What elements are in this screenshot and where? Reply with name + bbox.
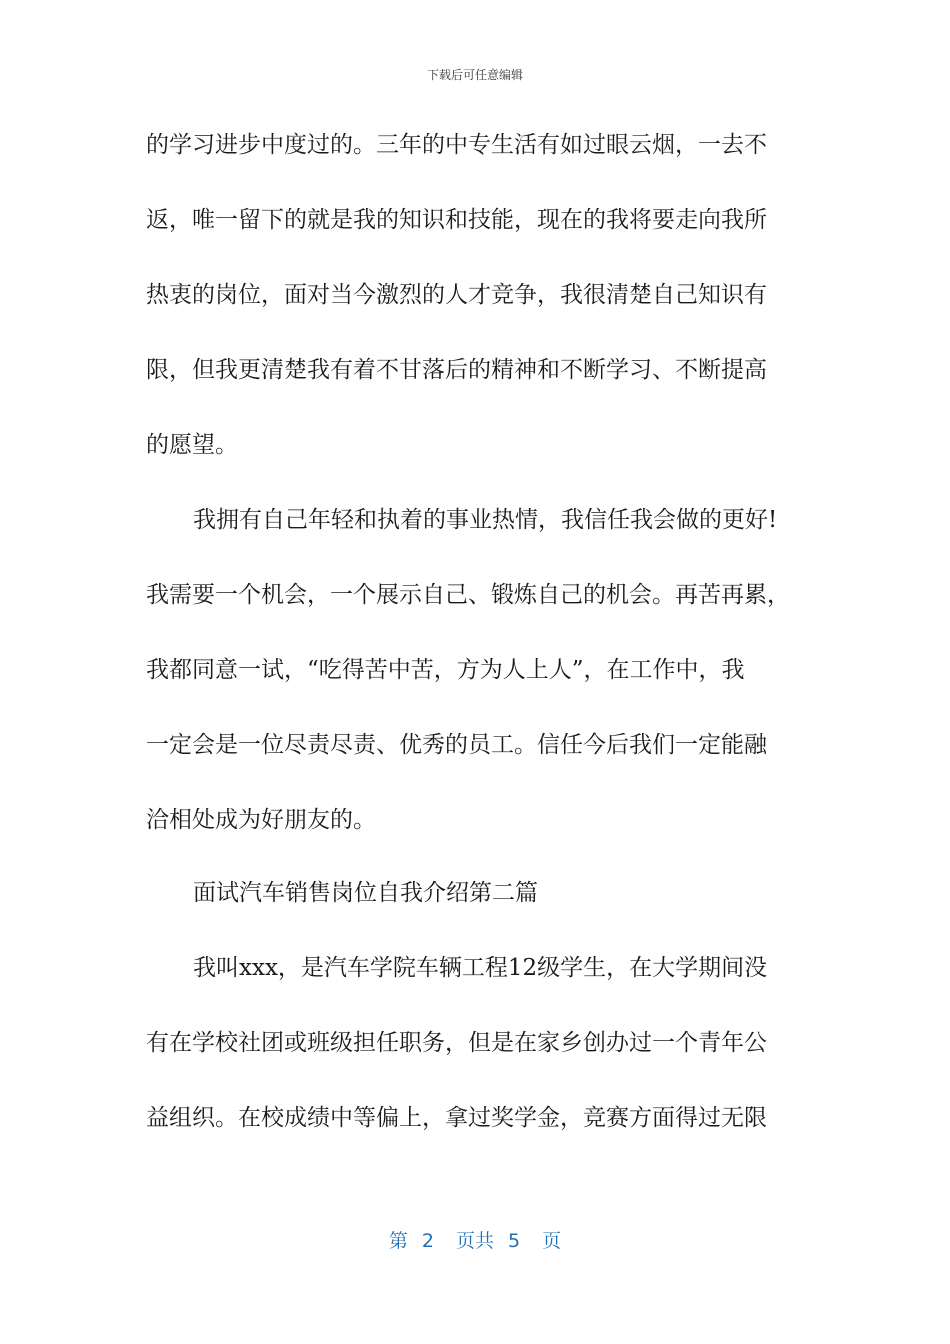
page-footer — [0, 1226, 950, 1253]
text-line: 我叫xxx，是汽车学院车辆工程12级学生，在大学期间没 — [193, 955, 768, 981]
current-page-number: 2 — [421, 1230, 434, 1252]
section-heading: 面试汽车销售岗位自我介绍第二篇 — [193, 880, 538, 906]
text-line: 有在学校社团或班级担任职务，但是在家乡创办过一个青年公 — [146, 1030, 767, 1056]
text-line: 洽相处成为好朋友的。 — [146, 807, 376, 833]
total-pages-number: 5 — [508, 1230, 521, 1252]
text-line: 我需要一个机会，一个展示自己、锻炼自己的机会。再苦再累， — [146, 582, 790, 608]
text-line: 的愿望。 — [146, 432, 238, 458]
footer-prefix: 第 — [388, 1230, 408, 1252]
text-line: 我拥有自己年轻和执着的事业热情，我信任我会做的更好! — [193, 507, 778, 533]
text-line: 益组织。在校成绩中等偏上，拿过奖学金，竞赛方面得过无限 — [146, 1105, 767, 1131]
text-line: 返，唯一留下的就是我的知识和技能，现在的我将要走向我所 — [146, 207, 767, 233]
text-line: 一定会是一位尽责尽责、优秀的员工。信任今后我们一定能融 — [146, 732, 767, 758]
footer-middle: 页共 — [455, 1230, 494, 1252]
page-header: 下载后可任意编辑 — [426, 68, 523, 82]
text-line: 限，但我更清楚我有着不甘落后的精神和不断学习、不断提高 — [146, 357, 767, 383]
text-line: 热衷的岗位，面对当今激烈的人才竞争，我很清楚自己知识有 — [146, 282, 767, 308]
text-line: 我都同意一试，“吃得苦中苦，方为人上人”，在工作中，我 — [146, 657, 745, 683]
footer-suffix: 页 — [542, 1230, 562, 1252]
text-line: 的学习进步中度过的。三年的中专生活有如过眼云烟，一去不 — [146, 132, 767, 158]
